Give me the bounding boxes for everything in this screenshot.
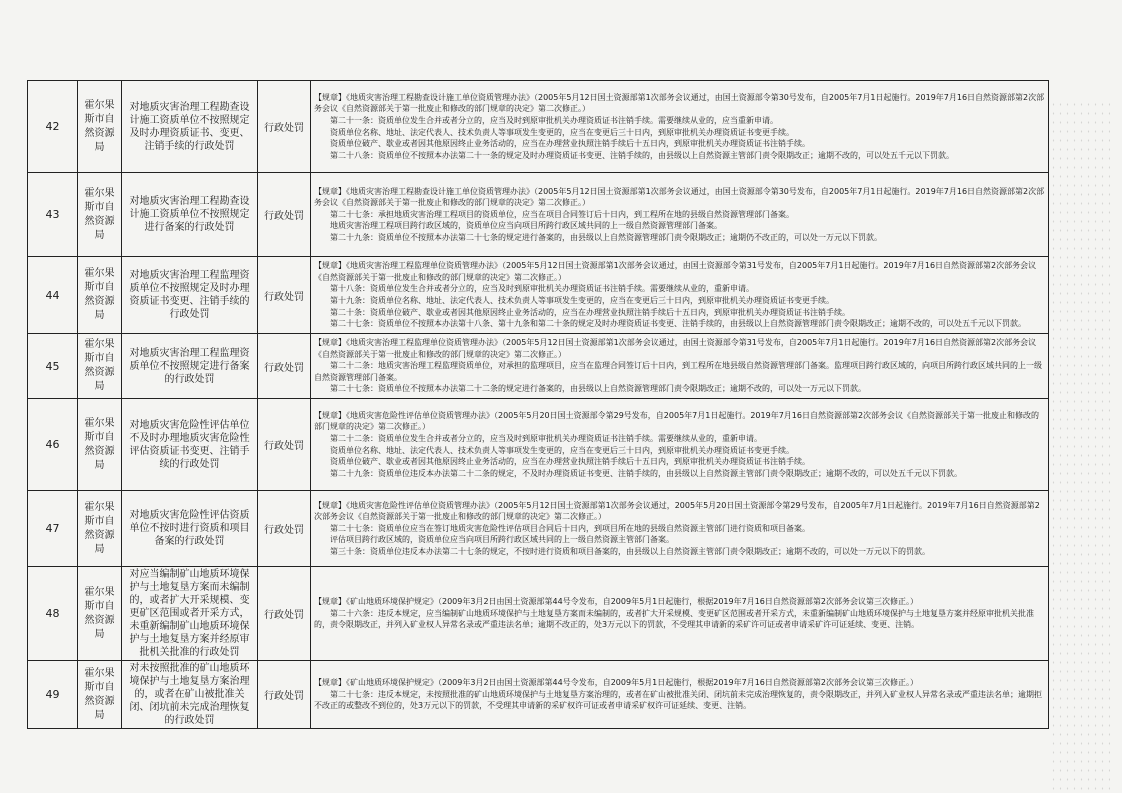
basis-cell [311, 399, 1049, 491]
basis-paragraph: 第二十二条：地质灾害治理工程监理资质单位，对承担的监理项目，应当在监理合同签订后十日内，到工程所在地县级自然资源管理部门备案。监理项目跨行政区域的，向项目所跨行政区域共同的上一级自然资源管理部门备案。 [314, 361, 1042, 382]
basis-paragraph: 第二十七条：资质单位不按照本办法第十八条、第十九条和第二十条的规定及时办理资质证书变更、注销手续的，由县级以上自然资源管理部门责令限期改正；逾期不改的，可以处五千元以下罚款。 [330, 319, 1026, 329]
row-number: 46 [28, 399, 78, 491]
basis-paragraph: 【规章】《地质灾害危险性评估单位资质管理办法》（2005年5月12日国土资源部第1次部务会议通过，2005年5月20日国土资源部令第29号发布，自2005年7月1日起施行。2019年7月16日自然资源部第2次部务会议《自然资源部关于第一批废止和修改的部门规章的决定》第二次修正。） [314, 500, 1040, 522]
basis-paragraph: 【规章】《地质灾害危险性评估单位资质管理办法》（2005年5月20日国土资源部令第29号发布，自2005年7月1日起施行。2019年7月16日自然资源部第2次部务会议《自然资源部关于第一批废止和修改的部门规章的决定》第二次修正。） [314, 410, 1040, 432]
matter-cell: 对应当编制矿山地质环境保护与土地复垦方案而未编制的，或者扩大开采规模、变更矿区范围或者开采方式，未重新编制矿山地质环境保护与土地复垦方案并经原审批机关批准的行政处罚 [122, 567, 258, 661]
basis-paragraph: 【规章】《矿山地质环境保护规定》（2009年3月2日由国土资源部第44号令发布，自2009年5月1日起施行，根据2019年7月16日自然资源部第2次部务会议第三次修正。） [314, 678, 918, 688]
type-cell: 行政处罚 [258, 661, 311, 729]
matter-cell: 对地质灾害治理工程勘查设计施工资质单位不按照规定及时办理资质证书、变更、注销手续的行政处罚 [122, 81, 258, 173]
table-row [28, 334, 1049, 399]
department-cell: 霍尔果斯市自然资源局 [78, 567, 122, 661]
type-cell: 行政处罚 [258, 567, 311, 661]
basis-paragraph: 第二十七条：违反本规定，未按照批准的矿山地质环境保护与土地复垦方案治理的，或者在矿山被批准关闭、闭坑前未完成治理恢复的，责令限期改正，并列入矿业权人异常名录或严重违法名单；逾期拒不改正的或整改不到位的，处3万元以下的罚款，不受理其申请新的采矿权许可证或者申请采矿权许可证延续、变更、注销。 [314, 689, 1042, 711]
basis-paragraph: 第二十九条：资质单位违反本办法第二十二条的规定，不及时办理资质证书变更、注销手续的，由县级以上自然资源主管部门责令限期改正；逾期不改的，可以处五千元以下罚款。 [330, 468, 962, 478]
department-cell: 霍尔果斯市自然资源局 [78, 334, 122, 399]
row-number: 45 [28, 334, 78, 399]
table-row [28, 567, 1049, 661]
matter-cell: 对地质灾害治理工程监理资质单位不按照规定进行备案的行政处罚 [122, 334, 258, 399]
type-cell: 行政处罚 [258, 173, 311, 257]
basis-paragraph: 第二十七条：承担地质灾害治理工程项目的资质单位，应当在项目合同签订后十日内，到工程所在地的县级自然资源管理部门备案。 [330, 209, 794, 219]
department-cell: 霍尔果斯市自然资源局 [78, 661, 122, 729]
table-row [28, 81, 1049, 173]
basis-paragraph: 资质单位破产、歇业或者因其他原因终止业务活动的，应当在办理营业执照注销手续后十五日内，到原审批机关办理资质证书注销手续。 [330, 139, 810, 149]
scan-noise [1050, 100, 1110, 790]
basis-paragraph: 【规章】《地质灾害治理工程监理单位资质管理办法》（2005年5月12日国土资源部第1次部务会议通过，由国土资源部令第31号发布，自2005年7月1日起施行。2019年7月16日自然资源部第2次部务会议《自然资源部关于第一批废止和修改的部门规章的决定》第二次修正。） [314, 338, 1037, 359]
basis-paragraph: 评估项目跨行政区域的，资质单位应当向项目所跨行政区域共同的上一级自然资源主管部门备案。 [330, 535, 674, 545]
department-cell: 霍尔果斯市自然资源局 [78, 173, 122, 257]
type-cell: 行政处罚 [258, 399, 311, 491]
basis-paragraph: 【规章】《地质灾害治理工程勘查设计施工单位资质管理办法》（2005年5月12日国土资源部第1次部务会议通过，由国土资源部令第30号发布，自2005年7月1日起施行。2019年7月16日自然资源部第2次部务会议《自然资源部关于第一批废止和修改的部门规章的决定》第二次修正。） [314, 92, 1045, 114]
basis-cell [311, 173, 1049, 257]
basis-paragraph: 第二十七条：资质单位不按照本办法第二十二条的规定进行备案的，由县级以上自然资源管理部门责令限期改正；逾期不改的，可以处一万元以下罚款。 [330, 384, 866, 394]
table-row [28, 661, 1049, 729]
type-cell: 行政处罚 [258, 491, 311, 567]
basis-cell [311, 491, 1049, 567]
basis-cell [311, 661, 1049, 729]
matter-cell: 对未按照批准的矿山地质环境保护与土地复垦方案治理的，或者在矿山被批准关闭、闭坑前未完成治理恢复的行政处罚 [122, 661, 258, 729]
matter-cell: 对地质灾害治理工程监理资质单位不按照规定及时办理资质证书变更、注销手续的行政处罚 [122, 257, 258, 334]
basis-paragraph: 【规章】《地质灾害治理工程勘查设计施工单位资质管理办法》（2005年5月12日国土资源部第1次部务会议通过，由国土资源部令第30号发布，自2005年7月1日起施行。2019年7月16日自然资源部第2次部务会议《自然资源部关于第一批废止和修改的部门规章的决定》第二次修正。） [314, 186, 1045, 208]
table-row [28, 173, 1049, 257]
basis-paragraph: 资质单位名称、地址、法定代表人、技术负责人等事项发生变更的，应当在变更后三十日内，到原审批机关办理资质证书变更手续。 [330, 127, 794, 137]
basis-paragraph: 【规章】《地质灾害治理工程监理单位资质管理办法》（2005年5月12日国土资源部第1次部务会议通过，由国土资源部令第31号发布，自2005年7月1日起施行。2019年7月16日自然资源部第2次部务会议《自然资源部关于第一批废止和修改的部门规章的决定》第二次修正。） [314, 261, 1037, 282]
regulation-table [27, 80, 1049, 729]
table-row [28, 399, 1049, 491]
matter-cell: 对地质灾害危险性评估资质单位不按时进行资质和项目备案的行政处罚 [122, 491, 258, 567]
type-cell: 行政处罚 [258, 81, 311, 173]
table-row [28, 257, 1049, 334]
basis-cell [311, 81, 1049, 173]
basis-paragraph: 第二十七条：资质单位应当在签订地质灾害危险性评估项目合同后十日内，到项目所在地的县级自然资源主管部门进行资质和项目备案。 [330, 523, 810, 533]
row-number: 43 [28, 173, 78, 257]
department-cell: 霍尔果斯市自然资源局 [78, 491, 122, 567]
department-cell: 霍尔果斯市自然资源局 [78, 81, 122, 173]
matter-cell: 对地质灾害治理工程勘查设计施工资质单位不按照规定进行备案的行政处罚 [122, 173, 258, 257]
basis-paragraph: 第三十条：资质单位违反本办法第二十七条的规定，不按时进行资质和项目备案的，由县级以上自然资源主管部门责令限期改正；逾期不改的，可以处一万元以下的罚款。 [330, 546, 930, 556]
basis-paragraph: 第二十八条：资质单位不按照本办法第二十一条的规定及时办理资质证书变更、注销手续的，由县级以上自然资源主管部门责令限期改正；逾期不改的，可以处五千元以下罚款。 [330, 150, 954, 160]
basis-paragraph: 地质灾害治理工程项目跨行政区域的，资质单位应当向项目所跨行政区域共同的上一级自然资源管理部门备案。 [330, 221, 722, 231]
matter-cell: 对地质灾害危险性评估单位不及时办理地质灾害危险性评估资质证书变更、注销手续的行政处罚 [122, 399, 258, 491]
row-number: 44 [28, 257, 78, 334]
type-cell: 行政处罚 [258, 334, 311, 399]
basis-paragraph: 第二十六条：违反本规定，应当编制矿山地质环境保护与土地复垦方案而未编制的，或者扩大开采规模、变更矿区范围或者开采方式，未重新编制矿山地质环境保护与土地复垦方案并经原审批机关批准的，责令限期改正，并列入矿业权人异常名录或严重违法名单；逾期不改正的，处3万元以下的罚款，不受理其申请新的采矿许可证或者申请采矿许可证延续、变更、注销。 [314, 608, 1034, 630]
table-row [28, 491, 1049, 567]
basis-cell [311, 567, 1049, 661]
basis-paragraph: 资质单位破产、歇业或者因其他原因终止业务活动的，应当在办理营业执照注销手续后十五日内，到原审批机关办理资质证书注销手续。 [330, 457, 810, 467]
basis-paragraph: 【规章】《矿山地质环境保护规定》（2009年3月2日由国土资源部第44号令发布，自2009年5月1日起施行，根据2019年7月16日自然资源部第2次部务会议第三次修正。） [314, 597, 918, 607]
basis-paragraph: 第二十九条：资质单位不按照本办法第二十七条的规定进行备案的，由县级以上自然资源管理部门责令限期改正；逾期仍不改正的，可以处一万元以下罚款。 [330, 232, 882, 242]
type-cell: 行政处罚 [258, 257, 311, 334]
department-cell: 霍尔果斯市自然资源局 [78, 399, 122, 491]
basis-paragraph: 资质单位名称、地址、法定代表人、技术负责人等事项发生变更的，应当在变更后三十日内，到原审批机关办理资质证书变更手续。 [330, 445, 794, 455]
row-number: 42 [28, 81, 78, 173]
row-number: 48 [28, 567, 78, 661]
basis-paragraph: 第十九条：资质单位名称、地址、法定代表人、技术负责人等事项发生变更的，应当在变更后三十日内，到原审批机关办理资质证书变更手续。 [330, 296, 834, 305]
department-cell: 霍尔果斯市自然资源局 [78, 257, 122, 334]
row-number: 47 [28, 491, 78, 567]
basis-cell [311, 334, 1049, 399]
basis-cell [311, 257, 1049, 334]
row-number: 49 [28, 661, 78, 729]
basis-paragraph: 第二十二条：资质单位发生合并或者分立的，应当及时到原审批机关办理资质证书注销手续。需要继续从业的，重新申请。 [330, 433, 762, 443]
basis-paragraph: 第十八条：资质单位发生合并或者分立的，应当及时到原审批机关办理资质证书注销手续。需要继续从业的，重新申请。 [330, 284, 754, 294]
basis-paragraph: 第二十条：资质单位破产、歇业或者因其他原因终止业务活动的，应当在办理营业执照注销手续后十五日内，到原审批机关办理资质证书注销手续。 [330, 307, 850, 317]
basis-paragraph: 第二十一条：资质单位发生合并或者分立的，应当及时到原审批机关办理资质证书注销手续。需要继续从业的，应当重新申请。 [330, 115, 778, 125]
